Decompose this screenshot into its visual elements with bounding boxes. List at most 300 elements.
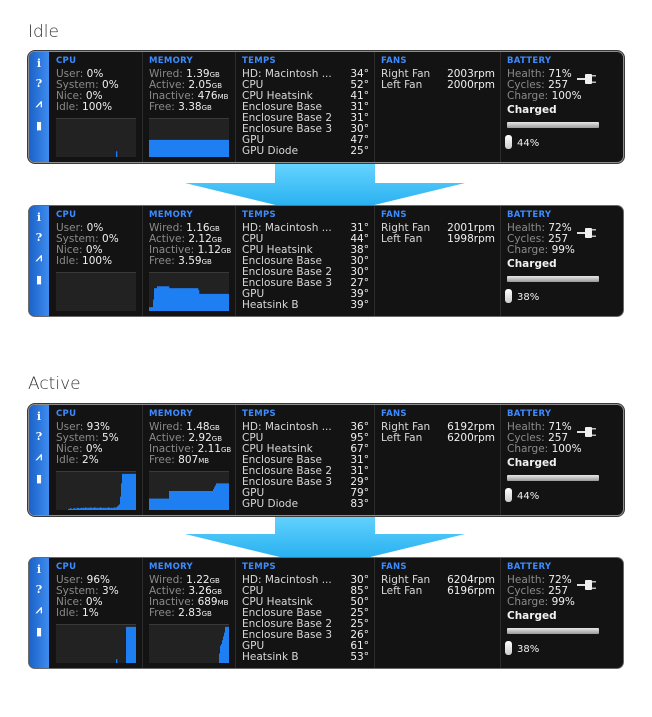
memory-column: [143, 405, 236, 515]
info-icon[interactable]: i: [36, 211, 42, 224]
cpu-graph-svg: [56, 472, 136, 510]
temp-name: GPU Diode: [242, 145, 299, 157]
status-panel: [29, 405, 623, 515]
cpu-header: CPU: [56, 562, 77, 572]
battery-charge-bar: [507, 628, 599, 634]
fans-header: FANS: [381, 409, 407, 419]
fan-value: 2003rpm: [447, 68, 495, 80]
battery-health-value: 72%: [548, 574, 572, 586]
graph-bar: [228, 627, 229, 663]
mem-inactive-value: 476: [197, 90, 218, 102]
graph-bar: [116, 659, 117, 663]
temp-name: CPU Heatsink: [242, 596, 313, 608]
cpu-system-value: 0%: [102, 79, 119, 91]
cpu-idle-label: Idle:: [56, 101, 79, 113]
temp-value: 38°: [350, 244, 369, 256]
battery-status: Charged: [507, 610, 557, 622]
mem-wired-label: Wired:: [149, 68, 183, 80]
graph-bar: [135, 627, 136, 663]
temp-name: Enclosure Base 3: [242, 123, 332, 135]
temp-name: CPU: [242, 585, 264, 597]
graph-bar: [228, 294, 229, 311]
mem-inactive-label: Inactive:: [149, 244, 195, 256]
fan-name: Left Fan: [381, 233, 423, 245]
cpu-user-label: User:: [56, 68, 84, 80]
mem-free-unit: GB: [201, 104, 212, 112]
battery-mode-icon[interactable]: ▮: [35, 119, 43, 132]
mem-active-value: 2.05: [188, 79, 212, 91]
temps-column: [236, 405, 375, 515]
help-icon[interactable]: ?: [35, 77, 43, 90]
cpu-idle-row: [56, 455, 99, 466]
fans-column: [375, 405, 501, 515]
battery-charge-row: [507, 91, 582, 102]
temp-value: 27°: [350, 277, 369, 289]
power-plug-icon: [577, 224, 597, 242]
cpu-user-value: 0%: [86, 68, 104, 80]
temps-column: [236, 558, 375, 668]
sidebar: [29, 52, 49, 162]
mem-free-value: 807: [178, 454, 199, 466]
temp-value: 44°: [350, 233, 369, 245]
info-icon[interactable]: i: [36, 563, 42, 576]
mem-active-value: 2.12: [188, 233, 212, 245]
temp-value: 25°: [350, 145, 369, 157]
cpu-nice-label: Nice:: [56, 244, 83, 256]
cpu-graph: [56, 624, 136, 663]
mem-active-label: Active:: [149, 432, 186, 444]
battery-column: [501, 52, 623, 162]
mem-wired-value: 1.16: [186, 222, 210, 234]
status-panel: [29, 558, 623, 668]
fans-header: FANS: [381, 562, 407, 572]
mem-inactive-unit: MB: [217, 93, 229, 101]
battery-charge-value: 100%: [551, 90, 582, 102]
mem-inactive-unit: GB: [220, 247, 232, 255]
temp-name: CPU: [242, 233, 264, 245]
mem-inactive-label: Inactive:: [149, 90, 195, 102]
fan-value: 6192rpm: [447, 421, 495, 433]
temps-header: TEMPS: [242, 562, 276, 572]
battery-charge-value: 99%: [551, 244, 575, 256]
cpu-system-label: System:: [56, 233, 99, 245]
battery-percent: 38%: [517, 292, 540, 303]
fan-name: Right Fan: [381, 421, 431, 433]
fan-name: Left Fan: [381, 79, 423, 91]
temp-name: Enclosure Base: [242, 607, 322, 619]
cpu-nice-value: 0%: [85, 244, 103, 256]
mem-inactive-unit: MB: [217, 599, 229, 607]
temp-value: 26°: [350, 629, 369, 641]
battery-charge-bar: [507, 276, 599, 282]
battery-column: [501, 206, 623, 316]
cpu-idle-value: 1%: [82, 607, 99, 619]
battery-health-value: 71%: [548, 421, 572, 433]
help-icon[interactable]: ?: [35, 430, 43, 443]
temp-name: Heatsink B: [242, 651, 299, 663]
memory-graph-svg: [149, 625, 229, 663]
cpu-header: CPU: [56, 210, 77, 220]
cpu-user-value: 0%: [86, 222, 104, 234]
mem-wired-value: 1.48: [186, 421, 210, 433]
cpu-system-value: 0%: [102, 233, 119, 245]
temp-name: Enclosure Base 2: [242, 112, 332, 124]
fans-header: FANS: [381, 210, 407, 220]
temp-name: HD: Macintosh ...: [242, 421, 332, 433]
graph-bar: [228, 140, 229, 157]
mem-inactive-value: 689: [197, 596, 218, 608]
battery-health-label: Health:: [507, 68, 546, 80]
battery-charge-bar: [507, 122, 599, 128]
fan-name: Right Fan: [381, 68, 431, 80]
temp-value: 61°: [350, 640, 369, 652]
battery-mode-icon[interactable]: ▮: [35, 472, 43, 485]
cpu-idle-row: [56, 256, 112, 267]
temp-value: 41°: [350, 90, 369, 102]
temp-value: 83°: [350, 498, 369, 510]
temp-name: Enclosure Base 3: [242, 277, 332, 289]
cpu-header: CPU: [56, 409, 77, 419]
temp-name: GPU: [242, 288, 265, 300]
temp-value: 39°: [350, 299, 369, 311]
battery-charge-value: 99%: [551, 596, 575, 608]
battery-cycles-value: 257: [548, 79, 569, 91]
mem-wired-label: Wired:: [149, 222, 183, 234]
mem-active-value: 3.26: [188, 585, 212, 597]
fan-name: Left Fan: [381, 432, 423, 444]
info-icon[interactable]: i: [36, 410, 42, 423]
pulse-icon[interactable]: ⩘: [35, 603, 43, 616]
cpu-user-value: 93%: [86, 421, 110, 433]
temp-name: GPU Diode: [242, 498, 299, 510]
battery-charge-bar: [507, 475, 599, 481]
temp-value: 39°: [350, 288, 369, 300]
mem-active-label: Active:: [149, 233, 186, 245]
battery-health-label: Health:: [507, 421, 546, 433]
pulse-icon[interactable]: ⩘: [35, 450, 43, 463]
battery-charge-row: [507, 245, 575, 256]
battery-charge-row: [507, 597, 575, 608]
cpu-idle-label: Idle:: [56, 454, 79, 466]
battery-level-icon: [505, 135, 512, 149]
temp-value: 52°: [350, 79, 369, 91]
mem-free-label: Free:: [149, 454, 175, 466]
battery-cycles-label: Cycles:: [507, 432, 545, 444]
temps-column: [236, 52, 375, 162]
temp-name: GPU: [242, 640, 265, 652]
graph-bar: [135, 474, 136, 510]
temp-value: 50°: [350, 596, 369, 608]
cpu-user-label: User:: [56, 222, 84, 234]
sidebar: [29, 206, 49, 316]
battery-charge-label: Charge:: [507, 443, 549, 455]
battery-header: BATTERY: [507, 210, 552, 220]
temp-name: GPU: [242, 487, 265, 499]
temp-value: 36°: [350, 421, 369, 433]
mem-active-unit: GB: [211, 588, 222, 596]
mem-free-row: [149, 256, 212, 268]
temp-name: CPU Heatsink: [242, 443, 313, 455]
cpu-system-value: 3%: [102, 585, 119, 597]
temp-name: Heatsink B: [242, 299, 299, 311]
status-panel: [29, 206, 623, 316]
cpu-idle-value: 100%: [82, 101, 113, 113]
mem-active-value: 2.92: [188, 432, 212, 444]
temp-name: Enclosure Base: [242, 255, 322, 267]
battery-status: Charged: [507, 258, 557, 270]
memory-header: MEMORY: [149, 409, 193, 419]
battery-header: BATTERY: [507, 409, 552, 419]
battery-header: BATTERY: [507, 56, 552, 66]
info-icon[interactable]: i: [36, 57, 42, 70]
cpu-system-value: 5%: [102, 432, 119, 444]
cpu-graph-svg: [56, 273, 136, 311]
battery-charge-label: Charge:: [507, 90, 549, 102]
mem-free-unit: GB: [201, 610, 212, 618]
cpu-idle-value: 100%: [82, 255, 113, 267]
fan-value: 1998rpm: [447, 233, 495, 245]
temp-value: 30°: [350, 266, 369, 278]
mem-free-value: 3.59: [178, 255, 202, 267]
status-panel: [29, 52, 623, 162]
power-plug-icon: [577, 576, 597, 594]
temp-name: Enclosure Base 2: [242, 266, 332, 278]
memory-graph: [149, 118, 229, 157]
battery-cycles-value: 257: [548, 432, 569, 444]
cpu-column: [50, 206, 143, 316]
mem-free-row: [149, 455, 209, 467]
mem-free-value: 2.83: [178, 607, 202, 619]
cpu-user-label: User:: [56, 421, 84, 433]
fan-name: Right Fan: [381, 574, 431, 586]
battery-health-label: Health:: [507, 222, 546, 234]
cpu-idle-value: 2%: [82, 454, 99, 466]
battery-column: [501, 405, 623, 515]
temp-name: CPU: [242, 79, 264, 91]
temp-name: Enclosure Base: [242, 454, 322, 466]
battery-health-value: 71%: [548, 68, 572, 80]
temp-name: Enclosure Base 2: [242, 465, 332, 477]
battery-health-value: 72%: [548, 222, 572, 234]
mem-inactive-label: Inactive:: [149, 596, 195, 608]
fan-value: 6204rpm: [447, 574, 495, 586]
temp-value: 85°: [350, 585, 369, 597]
cpu-idle-row: [56, 102, 112, 113]
temp-value: 30°: [350, 123, 369, 135]
sidebar: [29, 405, 49, 515]
graph-bar: [228, 483, 229, 510]
battery-cycles-label: Cycles:: [507, 585, 545, 597]
memory-header: MEMORY: [149, 210, 193, 220]
memory-graph-svg: [149, 472, 229, 510]
mem-active-unit: GB: [211, 435, 222, 443]
temp-value: 25°: [350, 607, 369, 619]
temp-name: Enclosure Base: [242, 101, 322, 113]
memory-graph-svg: [149, 273, 229, 311]
cpu-graph: [56, 272, 136, 311]
mem-wired-label: Wired:: [149, 574, 183, 586]
sidebar: [29, 558, 49, 668]
cpu-nice-value: 0%: [85, 443, 103, 455]
mem-wired-label: Wired:: [149, 421, 183, 433]
temps-header: TEMPS: [242, 210, 276, 220]
temp-value: 31°: [350, 112, 369, 124]
temp-name: Enclosure Base 3: [242, 629, 332, 641]
mem-free-value: 3.38: [178, 101, 202, 113]
mem-inactive-value: 2.11: [197, 443, 221, 455]
memory-column: [143, 206, 236, 316]
cpu-idle-row: [56, 608, 99, 619]
temp-name: CPU: [242, 432, 264, 444]
fan-value: 2001rpm: [447, 222, 495, 234]
temps-column: [236, 206, 375, 316]
cpu-system-label: System:: [56, 79, 99, 91]
temp-name: CPU Heatsink: [242, 244, 313, 256]
temp-name: HD: Macintosh ...: [242, 68, 332, 80]
help-icon[interactable]: ?: [35, 231, 43, 244]
battery-mode-icon[interactable]: ▮: [35, 625, 43, 638]
fans-column: [375, 558, 501, 668]
temp-value: 34°: [350, 68, 369, 80]
temp-value: 31°: [350, 222, 369, 234]
battery-charge-label: Charge:: [507, 244, 549, 256]
memory-header: MEMORY: [149, 562, 193, 572]
mem-active-unit: GB: [211, 236, 222, 244]
memory-header: MEMORY: [149, 56, 193, 66]
section-label-active: Active: [28, 374, 81, 394]
fans-column: [375, 52, 501, 162]
fan-name: Right Fan: [381, 222, 431, 234]
temp-name: CPU Heatsink: [242, 90, 313, 102]
mem-free-unit: GB: [201, 258, 212, 266]
cpu-nice-label: Nice:: [56, 90, 83, 102]
power-plug-icon: [577, 423, 597, 441]
cpu-idle-label: Idle:: [56, 607, 79, 619]
battery-cycles-value: 257: [548, 233, 569, 245]
cpu-user-value: 96%: [86, 574, 110, 586]
fan-name: Left Fan: [381, 585, 423, 597]
battery-mode-icon[interactable]: ▮: [35, 273, 43, 286]
temp-value: 47°: [350, 134, 369, 146]
cpu-column: [50, 405, 143, 515]
temp-name: HD: Macintosh ...: [242, 574, 332, 586]
battery-cycles-value: 257: [548, 585, 569, 597]
cpu-nice-label: Nice:: [56, 443, 83, 455]
memory-graph-svg: [149, 119, 229, 157]
temp-name: Enclosure Base 3: [242, 476, 332, 488]
temp-value: 29°: [350, 476, 369, 488]
cpu-header: CPU: [56, 56, 77, 66]
mem-free-unit: MB: [198, 457, 210, 465]
fan-value: 6196rpm: [447, 585, 495, 597]
mem-active-label: Active:: [149, 79, 186, 91]
fans-header: FANS: [381, 56, 407, 66]
temps-header: TEMPS: [242, 409, 276, 419]
mem-inactive-unit: GB: [220, 446, 232, 454]
fan-value: 2000rpm: [447, 79, 495, 91]
mem-wired-unit: GB: [209, 577, 220, 585]
cpu-column: [50, 558, 143, 668]
battery-percent: 44%: [517, 491, 540, 502]
cpu-graph-svg: [56, 625, 136, 663]
temp-value: 31°: [350, 454, 369, 466]
memory-graph: [149, 272, 229, 311]
temp-name: Enclosure Base 2: [242, 618, 332, 630]
battery-health-label: Health:: [507, 574, 546, 586]
cpu-nice-value: 0%: [85, 596, 103, 608]
temp-value: 31°: [350, 465, 369, 477]
pulse-icon[interactable]: ⩘: [35, 97, 43, 110]
cpu-graph: [56, 118, 136, 157]
section-label-idle: Idle: [28, 22, 59, 42]
mem-inactive-label: Inactive:: [149, 443, 195, 455]
mem-wired-value: 1.22: [186, 574, 210, 586]
memory-column: [143, 52, 236, 162]
cpu-nice-label: Nice:: [56, 596, 83, 608]
battery-percent: 38%: [517, 644, 540, 655]
mem-free-label: Free:: [149, 101, 175, 113]
temps-header: TEMPS: [242, 56, 276, 66]
power-plug-icon: [577, 70, 597, 88]
temp-value: 30°: [350, 574, 369, 586]
battery-percent: 44%: [517, 138, 540, 149]
battery-cycles-label: Cycles:: [507, 233, 545, 245]
battery-level-icon: [505, 488, 512, 502]
cpu-graph: [56, 471, 136, 510]
mem-inactive-value: 1.12: [197, 244, 221, 256]
cpu-system-label: System:: [56, 585, 99, 597]
battery-charge-row: [507, 444, 582, 455]
battery-charge-label: Charge:: [507, 596, 549, 608]
cpu-user-label: User:: [56, 574, 84, 586]
memory-graph: [149, 624, 229, 663]
fan-value: 6200rpm: [447, 432, 495, 444]
battery-level-icon: [505, 289, 512, 303]
cpu-nice-value: 0%: [85, 90, 103, 102]
mem-free-row: [149, 608, 212, 620]
cpu-idle-label: Idle:: [56, 255, 79, 267]
help-icon[interactable]: ?: [35, 583, 43, 596]
temp-name: GPU: [242, 134, 265, 146]
temp-value: 25°: [350, 618, 369, 630]
mem-free-label: Free:: [149, 255, 175, 267]
temp-value: 79°: [350, 487, 369, 499]
battery-charge-value: 100%: [551, 443, 582, 455]
fans-column: [375, 206, 501, 316]
battery-column: [501, 558, 623, 668]
memory-graph: [149, 471, 229, 510]
mem-free-label: Free:: [149, 607, 175, 619]
temp-value: 30°: [350, 255, 369, 267]
battery-level-icon: [505, 641, 512, 655]
temp-value: 31°: [350, 101, 369, 113]
temp-value: 95°: [350, 432, 369, 444]
battery-header: BATTERY: [507, 562, 552, 572]
cpu-system-label: System:: [56, 432, 99, 444]
cpu-graph-svg: [56, 119, 136, 157]
cpu-column: [50, 52, 143, 162]
battery-cycles-label: Cycles:: [507, 79, 545, 91]
battery-status: Charged: [507, 104, 557, 116]
temp-value: 53°: [350, 651, 369, 663]
memory-column: [143, 558, 236, 668]
pulse-icon[interactable]: ⩘: [35, 251, 43, 264]
battery-status: Charged: [507, 457, 557, 469]
mem-active-unit: GB: [211, 82, 222, 90]
mem-free-row: [149, 102, 212, 114]
graph-bar: [116, 151, 117, 157]
mem-wired-unit: GB: [209, 71, 220, 79]
